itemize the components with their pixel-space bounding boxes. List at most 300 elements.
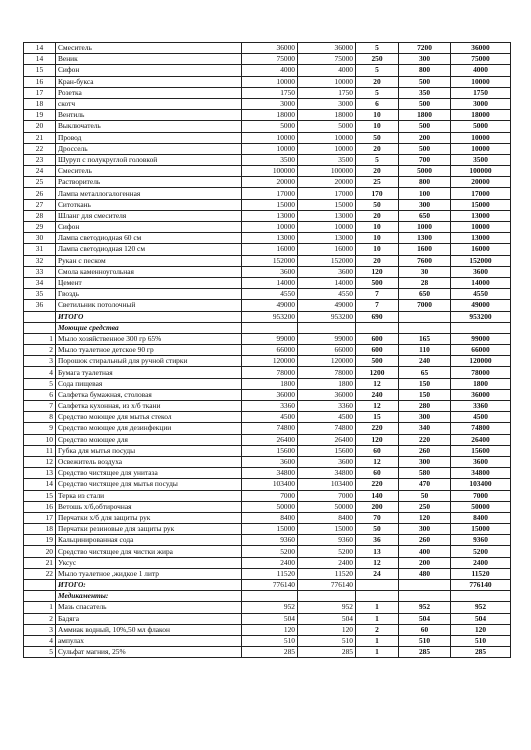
table-row: [24, 546, 511, 557]
amount-value: 17000: [298, 188, 356, 199]
total-quantity: 690: [356, 311, 399, 322]
unit-price-value: 50: [399, 490, 451, 501]
table-row: [24, 43, 511, 54]
quantity-value: 7: [356, 300, 399, 311]
price-value: 3000: [242, 98, 298, 109]
price-value: 17000: [242, 188, 298, 199]
unit-price-value: 5000: [399, 166, 451, 177]
total-value: 3600: [451, 456, 511, 467]
quantity-value: 20: [356, 143, 399, 154]
amount-value: 2400: [298, 557, 356, 568]
price-value: 10000: [242, 143, 298, 154]
table-row: [24, 434, 511, 445]
amount-value: 3600: [298, 266, 356, 277]
quantity-value: 1: [356, 602, 399, 613]
table-row: [24, 647, 511, 658]
price-value: 75000: [242, 54, 298, 65]
section-title: Моющие средства: [56, 322, 242, 333]
total-value: 3600: [451, 266, 511, 277]
total-unit: [399, 311, 451, 322]
amount-value: 3360: [298, 401, 356, 412]
row-number: 36: [24, 300, 56, 311]
price-value: 11520: [242, 568, 298, 579]
table-row: [24, 289, 511, 300]
price-value: 13000: [242, 210, 298, 221]
table-row: [24, 244, 511, 255]
unit-price-value: 65: [399, 367, 451, 378]
unit-price-value: 120: [399, 512, 451, 523]
total-value: 1800: [451, 378, 511, 389]
item-name: Средство чистящее для унитаза: [56, 468, 242, 479]
amount-value: 1750: [298, 87, 356, 98]
row-number: 18: [24, 98, 56, 109]
price-value: 20000: [242, 177, 298, 188]
table-row: [24, 76, 511, 87]
price-value: 16000: [242, 244, 298, 255]
table-row: [24, 602, 511, 613]
price-value: 13000: [242, 233, 298, 244]
row-number: 16: [24, 501, 56, 512]
item-name: Кальцинированная сода: [56, 535, 242, 546]
table-row: [24, 501, 511, 512]
price-value: 78000: [242, 367, 298, 378]
row-number: [24, 322, 56, 333]
amount-value: 49000: [298, 300, 356, 311]
document-table: [23, 42, 511, 658]
empty-cell: [451, 591, 511, 602]
unit-price-value: 1600: [399, 244, 451, 255]
table-row: [24, 154, 511, 165]
price-value: 10000: [242, 76, 298, 87]
table-row: [24, 490, 511, 501]
amount-value: 36000: [298, 43, 356, 54]
price-value: 10000: [242, 132, 298, 143]
unit-price-value: 150: [399, 378, 451, 389]
section-header-row: [24, 591, 511, 602]
unit-price-value: 300: [399, 199, 451, 210]
total-label: ИТОГО: [56, 311, 242, 322]
price-value: 510: [242, 635, 298, 646]
row-number: 10: [24, 434, 56, 445]
total-amount: 953200: [298, 311, 356, 322]
row-number: 19: [24, 535, 56, 546]
price-value: 285: [242, 647, 298, 658]
amount-value: 4500: [298, 412, 356, 423]
amount-value: 11520: [298, 568, 356, 579]
amount-value: 152000: [298, 255, 356, 266]
row-number: 29: [24, 222, 56, 233]
price-value: 34800: [242, 468, 298, 479]
amount-value: 13000: [298, 233, 356, 244]
price-value: 36000: [242, 43, 298, 54]
item-name: Сульфат магния, 25%: [56, 647, 242, 658]
row-number: 9: [24, 423, 56, 434]
empty-cell: [242, 322, 298, 333]
price-value: 36000: [242, 389, 298, 400]
item-name: Мыло туалетное ,жидкое 1 литр: [56, 568, 242, 579]
unit-price-value: 470: [399, 479, 451, 490]
total-value: 8400: [451, 512, 511, 523]
total-value: 10000: [451, 132, 511, 143]
unit-price-value: 480: [399, 568, 451, 579]
table-row: [24, 624, 511, 635]
total-value: 5200: [451, 546, 511, 557]
row-number: 19: [24, 110, 56, 121]
table-row: [24, 255, 511, 266]
row-number: 22: [24, 568, 56, 579]
quantity-value: 24: [356, 568, 399, 579]
unit-price-value: 7000: [399, 300, 451, 311]
price-value: 5000: [242, 121, 298, 132]
row-number: 21: [24, 557, 56, 568]
quantity-value: 60: [356, 468, 399, 479]
unit-price-value: 280: [399, 401, 451, 412]
unit-price-value: 300: [399, 524, 451, 535]
table-row: [24, 412, 511, 423]
quantity-value: 5: [356, 43, 399, 54]
item-name: Лампа светодиодная 60 см: [56, 233, 242, 244]
row-number: 22: [24, 143, 56, 154]
quantity-value: 15: [356, 412, 399, 423]
table-row: [24, 367, 511, 378]
quantity-value: 250: [356, 54, 399, 65]
total-value: 26400: [451, 434, 511, 445]
item-name: Ситоткань: [56, 199, 242, 210]
quantity-value: 170: [356, 188, 399, 199]
row-number: 32: [24, 255, 56, 266]
unit-price-value: 300: [399, 412, 451, 423]
item-name: Средство моющее для: [56, 434, 242, 445]
item-name: Освежитель воздуха: [56, 456, 242, 467]
unit-price-value: 510: [399, 635, 451, 646]
item-name: Аммиак водный, 10%,50 мл флакон: [56, 624, 242, 635]
item-name: Средство чистящее для мытья посуды: [56, 479, 242, 490]
unit-price-value: 7200: [399, 43, 451, 54]
table-row: [24, 535, 511, 546]
item-name: Перчатки х/б для защиты рук: [56, 512, 242, 523]
amount-value: 20000: [298, 177, 356, 188]
unit-price-value: 260: [399, 535, 451, 546]
unit-price-value: 800: [399, 65, 451, 76]
table-row: [24, 345, 511, 356]
price-value: 10000: [242, 222, 298, 233]
row-number: 18: [24, 524, 56, 535]
item-name: Сифон: [56, 65, 242, 76]
amount-value: 78000: [298, 367, 356, 378]
item-name: Гвоздь: [56, 289, 242, 300]
amount-value: 120: [298, 624, 356, 635]
item-name: Вентиль: [56, 110, 242, 121]
price-value: 952: [242, 602, 298, 613]
item-name: Губка для мытья посуды: [56, 445, 242, 456]
price-value: 1750: [242, 87, 298, 98]
unit-price-value: 220: [399, 434, 451, 445]
unit-price-value: 150: [399, 389, 451, 400]
total-value: 4500: [451, 412, 511, 423]
total-value: 952: [451, 602, 511, 613]
item-name: Бумага туалетная: [56, 367, 242, 378]
quantity-value: 220: [356, 479, 399, 490]
amount-value: 1800: [298, 378, 356, 389]
total-value: 3000: [451, 98, 511, 109]
quantity-value: 20: [356, 210, 399, 221]
total-value: 14000: [451, 277, 511, 288]
item-name: Шланг для смесителя: [56, 210, 242, 221]
table-row: [24, 479, 511, 490]
row-number: [24, 591, 56, 602]
item-name: Бадяга: [56, 613, 242, 624]
total-quantity: [356, 580, 399, 591]
table-row: [24, 401, 511, 412]
item-name: ампулах: [56, 635, 242, 646]
unit-price-value: 1300: [399, 233, 451, 244]
quantity-value: 50: [356, 132, 399, 143]
amount-value: 15000: [298, 199, 356, 210]
quantity-value: 5: [356, 87, 399, 98]
total-value: 285: [451, 647, 511, 658]
item-name: Веник: [56, 54, 242, 65]
amount-value: 4550: [298, 289, 356, 300]
amount-value: 10000: [298, 222, 356, 233]
total-label: ИТОГО:: [56, 580, 242, 591]
price-value: 7000: [242, 490, 298, 501]
quantity-value: 600: [356, 333, 399, 344]
quantity-value: 5: [356, 65, 399, 76]
price-value: 74800: [242, 423, 298, 434]
item-name: Выключатель: [56, 121, 242, 132]
price-value: 100000: [242, 166, 298, 177]
empty-cell: [242, 591, 298, 602]
row-number: 5: [24, 378, 56, 389]
quantity-value: 1: [356, 635, 399, 646]
unit-price-value: 240: [399, 356, 451, 367]
unit-price-value: 650: [399, 289, 451, 300]
row-number: [24, 311, 56, 322]
item-name: Розетка: [56, 87, 242, 98]
unit-price-value: 200: [399, 557, 451, 568]
unit-price-value: 400: [399, 546, 451, 557]
amount-value: 285: [298, 647, 356, 658]
item-name: Кран-букса: [56, 76, 242, 87]
table-row: [24, 333, 511, 344]
amount-value: 9360: [298, 535, 356, 546]
price-value: 49000: [242, 300, 298, 311]
unit-price-value: 700: [399, 154, 451, 165]
row-number: 21: [24, 132, 56, 143]
total-value: 15000: [451, 524, 511, 535]
total-value: 78000: [451, 367, 511, 378]
item-name: Мыло туалетное детское 90 гр: [56, 345, 242, 356]
amount-value: 103400: [298, 479, 356, 490]
amount-value: 10000: [298, 143, 356, 154]
item-name: скотч: [56, 98, 242, 109]
unit-price-value: 1000: [399, 222, 451, 233]
price-value: 152000: [242, 255, 298, 266]
quantity-value: 2: [356, 624, 399, 635]
table-row: [24, 568, 511, 579]
table-row: [24, 177, 511, 188]
quantity-value: 500: [356, 356, 399, 367]
quantity-value: 200: [356, 501, 399, 512]
item-name: Светильник потолочный: [56, 300, 242, 311]
table-row: [24, 378, 511, 389]
quantity-value: 12: [356, 401, 399, 412]
total-value: 7000: [451, 490, 511, 501]
total-value: 504: [451, 613, 511, 624]
total-sum: 953200: [451, 311, 511, 322]
item-name: Смола каменноугольная: [56, 266, 242, 277]
price-value: 15600: [242, 445, 298, 456]
price-value: 4550: [242, 289, 298, 300]
empty-cell: [451, 322, 511, 333]
table-row: [24, 65, 511, 76]
item-name: Средство моющее для дезинфекции: [56, 423, 242, 434]
amount-value: 10000: [298, 132, 356, 143]
total-value: 10000: [451, 76, 511, 87]
quantity-value: 7: [356, 289, 399, 300]
total-value: 49000: [451, 300, 511, 311]
total-value: 75000: [451, 54, 511, 65]
row-number: 35: [24, 289, 56, 300]
price-value: 8400: [242, 512, 298, 523]
item-name: Рукан с песком: [56, 255, 242, 266]
item-name: Лампа светодиодная 120 см: [56, 244, 242, 255]
table-row: [24, 121, 511, 132]
amount-value: 120000: [298, 356, 356, 367]
total-price: 953200: [242, 311, 298, 322]
row-number: 7: [24, 401, 56, 412]
item-name: Ветошь х/б,обтирочная: [56, 501, 242, 512]
quantity-value: 12: [356, 557, 399, 568]
item-name: Терка из стали: [56, 490, 242, 501]
table-row: [24, 557, 511, 568]
item-name: Средство чистящее для чистки жира: [56, 546, 242, 557]
row-number: 33: [24, 266, 56, 277]
amount-value: 952: [298, 602, 356, 613]
empty-cell: [298, 322, 356, 333]
total-value: 103400: [451, 479, 511, 490]
amount-value: 14000: [298, 277, 356, 288]
item-name: Смеситель: [56, 43, 242, 54]
amount-value: 510: [298, 635, 356, 646]
quantity-value: 70: [356, 512, 399, 523]
section-header-row: [24, 322, 511, 333]
amount-value: 8400: [298, 512, 356, 523]
unit-price-value: 100: [399, 188, 451, 199]
price-value: 103400: [242, 479, 298, 490]
amount-value: 3000: [298, 98, 356, 109]
unit-price-value: 650: [399, 210, 451, 221]
amount-value: 15600: [298, 445, 356, 456]
row-number: 34: [24, 277, 56, 288]
table-row: [24, 98, 511, 109]
price-value: 99000: [242, 333, 298, 344]
total-value: 66000: [451, 345, 511, 356]
unit-price-value: 500: [399, 98, 451, 109]
quantity-value: 36: [356, 535, 399, 546]
amount-value: 4000: [298, 65, 356, 76]
quantity-value: 20: [356, 166, 399, 177]
total-value: 99000: [451, 333, 511, 344]
row-number: [24, 580, 56, 591]
price-value: 26400: [242, 434, 298, 445]
quantity-value: 12: [356, 456, 399, 467]
amount-value: 10000: [298, 76, 356, 87]
unit-price-value: 30: [399, 266, 451, 277]
quantity-value: 6: [356, 98, 399, 109]
price-value: 66000: [242, 345, 298, 356]
total-value: 9360: [451, 535, 511, 546]
total-amount: 776140: [298, 580, 356, 591]
amount-value: 18000: [298, 110, 356, 121]
item-name: Порошок стиральный для ручной стирки: [56, 356, 242, 367]
row-number: 26: [24, 188, 56, 199]
amount-value: 3600: [298, 456, 356, 467]
amount-value: 66000: [298, 345, 356, 356]
amount-value: 7000: [298, 490, 356, 501]
item-name: Смеситель: [56, 166, 242, 177]
row-number: 8: [24, 412, 56, 423]
item-name: Дроссель: [56, 143, 242, 154]
total-value: 10000: [451, 143, 511, 154]
quantity-value: 120: [356, 434, 399, 445]
row-number: 12: [24, 456, 56, 467]
amount-value: 15000: [298, 524, 356, 535]
quantity-value: 10: [356, 121, 399, 132]
quantity-value: 1200: [356, 367, 399, 378]
unit-price-value: 285: [399, 647, 451, 658]
total-value: 100000: [451, 166, 511, 177]
amount-value: 50000: [298, 501, 356, 512]
total-value: 10000: [451, 222, 511, 233]
price-value: 3600: [242, 266, 298, 277]
table-row: [24, 456, 511, 467]
row-number: 6: [24, 389, 56, 400]
table-row: [24, 110, 511, 121]
row-number: 20: [24, 121, 56, 132]
unit-price-value: 500: [399, 143, 451, 154]
table-row: [24, 143, 511, 154]
unit-price-value: 350: [399, 87, 451, 98]
unit-price-value: 500: [399, 121, 451, 132]
price-value: 1800: [242, 378, 298, 389]
row-number: 20: [24, 546, 56, 557]
quantity-value: 12: [356, 378, 399, 389]
quantity-value: 220: [356, 423, 399, 434]
table-row: [24, 277, 511, 288]
unit-price-value: 7600: [399, 255, 451, 266]
quantity-value: 60: [356, 445, 399, 456]
total-value: 20000: [451, 177, 511, 188]
empty-cell: [399, 591, 451, 602]
table-row: [24, 266, 511, 277]
item-name: Провод: [56, 132, 242, 143]
row-number: 11: [24, 445, 56, 456]
price-value: 14000: [242, 277, 298, 288]
amount-value: 5200: [298, 546, 356, 557]
price-value: 50000: [242, 501, 298, 512]
row-number: 16: [24, 76, 56, 87]
total-value: 510: [451, 635, 511, 646]
table-row: [24, 423, 511, 434]
total-value: 17000: [451, 188, 511, 199]
amount-value: 75000: [298, 54, 356, 65]
price-value: 5200: [242, 546, 298, 557]
row-number: 25: [24, 177, 56, 188]
table-row: [24, 356, 511, 367]
amount-value: 74800: [298, 423, 356, 434]
row-number: 14: [24, 43, 56, 54]
